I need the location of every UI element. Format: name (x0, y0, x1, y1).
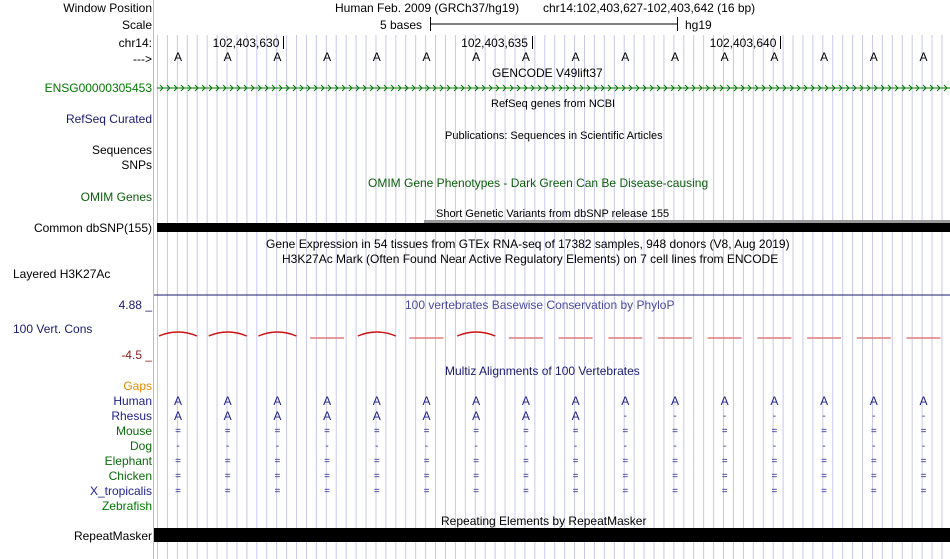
alignment-base: = (274, 426, 281, 437)
alignment-base: - (872, 411, 876, 422)
alignment-base: A (223, 409, 232, 423)
alignment-base: - (872, 441, 876, 452)
alignment-base: - (474, 441, 478, 452)
reference-base: A (670, 50, 679, 64)
alignment-base: - (226, 441, 230, 452)
alignment-base: = (721, 471, 728, 482)
alignment-base: = (373, 471, 380, 482)
alignment-base: = (175, 426, 181, 437)
alignment-base: = (224, 486, 231, 497)
reference-base: A (770, 50, 779, 64)
alignment-base: = (622, 426, 629, 437)
alignment-base: - (772, 411, 777, 422)
dbsnp-track-label[interactable]: Common dbSNP(155) (33, 221, 152, 235)
gaps-label: Gaps (123, 379, 152, 393)
alignment-base: = (324, 456, 331, 467)
alignment-base: = (672, 456, 678, 467)
reference-base: A (323, 50, 332, 64)
alignment-base: = (572, 471, 579, 482)
repeatmasker-feature-bar[interactable] (154, 0, 950, 559)
alignment-base: A (323, 409, 332, 423)
scale-label: Scale (121, 18, 152, 32)
species-label[interactable]: Chicken (108, 469, 152, 483)
alignment-base: = (373, 426, 380, 437)
alignment-base: = (274, 486, 281, 497)
alignment-base: = (870, 426, 877, 437)
repeatmasker-track-label[interactable]: RepeatMasker (73, 529, 152, 543)
reference-base: A (173, 50, 182, 64)
alignment-base: = (870, 456, 877, 467)
position-readout: chr14:102,403,627-102,403,642 (16 bp) (543, 1, 756, 15)
alignment-base: = (622, 456, 629, 467)
refseq-track-title[interactable]: RefSeq genes from NCBI (491, 98, 616, 110)
alignment-base: = (473, 471, 480, 482)
multiz-track-title[interactable]: Multiz Alignments of 100 Vertebrates (445, 364, 640, 378)
alignment-base: = (324, 471, 331, 482)
phylop-track-title[interactable]: 100 vertebrates Basewise Conservation by PhyloP (405, 298, 675, 312)
alignment-base: A (521, 409, 530, 423)
alignment-base: = (224, 471, 231, 482)
ruler-tick-label: 102,403,630 (212, 36, 280, 50)
ruler-tick-label: 102,403,635 (461, 36, 528, 50)
alignment-base: - (921, 441, 926, 452)
species-label[interactable]: Mouse (115, 424, 152, 438)
track-label-pane (0, 0, 153, 559)
alignment-base: = (721, 486, 728, 497)
alignment-base: A (720, 394, 729, 408)
alignment-base: A (472, 394, 481, 408)
alignment-base: - (723, 411, 727, 422)
reference-base: A (422, 50, 431, 64)
alignment-base: = (821, 471, 828, 482)
alignment-base: - (375, 441, 379, 452)
alignment-base: - (524, 441, 528, 452)
alignment-base: - (673, 411, 677, 422)
dbsnp-track-title[interactable]: Short Genetic Variants from dbSNP release 155 (436, 208, 670, 220)
alignment-base: - (822, 441, 826, 452)
alignment-base: = (622, 486, 629, 497)
alignment-base: = (920, 471, 927, 482)
alignment-base: = (920, 456, 927, 467)
cons-track-label[interactable]: 100 Vert. Cons (13, 322, 93, 336)
ruler-tick-label: 102,403,640 (709, 36, 777, 50)
alignment-base: A (273, 394, 282, 408)
species-label[interactable]: Elephant (104, 454, 152, 468)
alignment-base: A (621, 394, 630, 408)
alignment-base: A (472, 409, 481, 423)
alignment-base: - (723, 441, 727, 452)
sequences-track-label[interactable]: Sequences (91, 143, 152, 157)
alignment-base: = (771, 426, 778, 437)
species-label[interactable]: Dog (129, 439, 152, 453)
alignment-base: = (423, 471, 430, 482)
alignment-base: = (522, 426, 529, 437)
gencode-gene-label[interactable]: ENSG00000305453 (44, 81, 152, 95)
alignment-base: - (772, 441, 777, 452)
reference-base: A (571, 50, 580, 64)
alignment-base: = (771, 486, 778, 497)
h3k27ac-track-title[interactable]: H3K27Ac Mark (Often Found Near Active Regulatory Elements) on 7 cell lines from ENCODE (282, 252, 779, 266)
alignment-base: A (323, 394, 332, 408)
alignment-base: A (670, 394, 679, 408)
alignment-base: = (572, 426, 579, 437)
alignment-base: = (522, 456, 529, 467)
alignment-base: = (274, 456, 281, 467)
reference-base: A (919, 50, 928, 64)
alignment-base: - (275, 441, 280, 452)
reference-base: A (273, 50, 282, 64)
alignment-base: - (822, 411, 826, 422)
alignment-base: A (919, 394, 928, 408)
snps-track-label[interactable]: SNPs (121, 158, 152, 172)
reference-base: A (869, 50, 878, 64)
species-label[interactable]: X_tropicalis (89, 484, 152, 498)
alignment-base: = (224, 426, 231, 437)
alignment-base: = (473, 426, 480, 437)
alignment-base: A (422, 409, 431, 423)
alignment-base: = (572, 486, 579, 497)
alignment-base: = (473, 456, 480, 467)
alignment-base: A (571, 394, 580, 408)
alignment-base: = (771, 471, 778, 482)
alignment-base: A (372, 394, 381, 408)
alignment-base: = (522, 486, 529, 497)
alignment-base: = (423, 456, 430, 467)
species-label[interactable]: Human (113, 394, 152, 408)
alignment-base: - (176, 441, 180, 452)
scale-db-label: hg19 (685, 18, 712, 32)
alignment-base: = (771, 456, 778, 467)
omim-track-title[interactable]: OMIM Gene Phenotypes - Dark Green Can Be Disease-causing (368, 176, 709, 190)
alignment-base: = (473, 486, 480, 497)
alignment-base: - (325, 441, 329, 452)
alignment-base: - (623, 441, 627, 452)
reference-base: A (720, 50, 729, 64)
alignment-base: - (623, 411, 627, 422)
alignment-base: = (920, 486, 927, 497)
alignment-base: A (173, 394, 182, 408)
alignment-base: A (273, 409, 282, 423)
alignment-base: = (373, 456, 380, 467)
scale-text: 5 bases (380, 18, 423, 32)
gencode-track-title[interactable]: GENCODE V49lift37 (492, 66, 603, 80)
alignment-base: = (224, 456, 231, 467)
alignment-base: = (522, 471, 529, 482)
alignment-base: = (672, 426, 678, 437)
alignment-base: = (572, 456, 579, 467)
alignment-base: = (870, 486, 877, 497)
assembly-title: Human Feb. 2009 (GRCh37/hg19) (335, 1, 520, 15)
reference-base: A (621, 50, 630, 64)
alignment-base: = (721, 456, 728, 467)
alignment-base: = (920, 426, 927, 437)
alignment-base: = (821, 486, 828, 497)
repeatmasker-track-title[interactable]: Repeating Elements by RepeatMasker (441, 514, 647, 528)
reference-base: A (372, 50, 381, 64)
alignment-base: A (223, 394, 232, 408)
alignment-base: A (869, 394, 878, 408)
alignment-base: = (622, 471, 629, 482)
track-data-pane[interactable] (154, 0, 950, 559)
alignment-base: A (521, 394, 530, 408)
chrom-label: chr14: (118, 36, 152, 50)
reference-base: A (521, 50, 530, 64)
alignment-base: - (573, 441, 578, 452)
alignment-base: = (324, 426, 331, 437)
publications-track-title[interactable]: Publications: Sequences in Scientific Articles (445, 130, 663, 142)
alignment-base: A (770, 394, 779, 408)
alignment-base: = (175, 456, 181, 467)
alignment-base: = (672, 471, 678, 482)
alignment-base: = (870, 471, 877, 482)
alignment-base: = (721, 426, 728, 437)
alignment-base: = (175, 486, 181, 497)
reference-base: A (223, 50, 232, 64)
cons-min-label: -4.5 _ (121, 348, 152, 362)
omim-track-label[interactable]: OMIM Genes (80, 190, 152, 204)
alignment-base: A (422, 394, 431, 408)
alignment-base: = (672, 486, 678, 497)
alignment-base: = (821, 456, 828, 467)
h3k27ac-track-label[interactable]: Layered H3K27Ac (13, 267, 111, 281)
alignment-base: = (423, 486, 430, 497)
strand-label: ---> (133, 52, 152, 66)
alignment-base: A (571, 409, 580, 423)
alignment-base: = (175, 471, 181, 482)
alignment-base: - (921, 411, 926, 422)
window-position-label: Window Position (63, 1, 152, 15)
reference-base: A (472, 50, 481, 64)
cons-max-label: 4.88 _ (118, 298, 152, 312)
species-label[interactable]: Zebrafish (101, 499, 152, 513)
alignment-base: = (324, 486, 331, 497)
gtex-track-title[interactable]: Gene Expression in 54 tissues from GTEx RNA-seq of 17382 samples, 948 donors (V8, Aug 2019) (266, 237, 790, 251)
alignment-base: A (372, 409, 381, 423)
alignment-base: A (173, 409, 182, 423)
alignment-base: - (673, 441, 677, 452)
reference-base: A (820, 50, 829, 64)
alignment-base: = (821, 426, 828, 437)
alignment-base: = (274, 471, 281, 482)
species-label[interactable]: Rhesus (111, 409, 152, 423)
alignment-base: - (424, 441, 429, 452)
refseq-track-label[interactable]: RefSeq Curated (65, 112, 152, 126)
alignment-base: A (820, 394, 829, 408)
alignment-base: = (373, 486, 380, 497)
alignment-base: = (423, 426, 430, 437)
